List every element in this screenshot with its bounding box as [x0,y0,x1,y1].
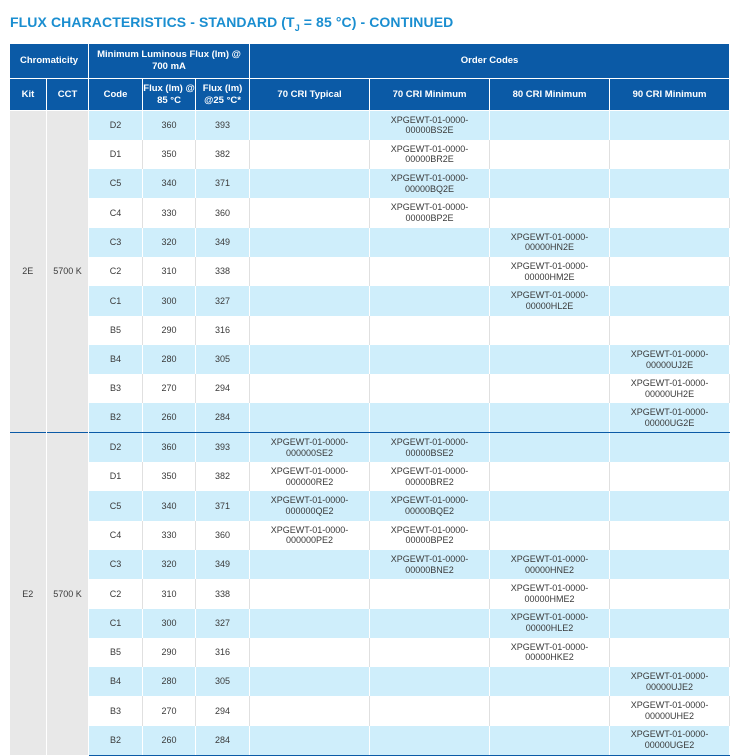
cri90-minimum-cell: XPGEWT-01-0000- 00000UH2E [610,374,730,403]
flux85-cell: 360 [143,433,196,462]
table-row [10,579,730,608]
code-cell: D2 [89,433,143,462]
cri90-minimum-cell [610,169,730,198]
flux25-cell: 338 [196,257,250,286]
flux85-cell: 290 [143,638,196,667]
flux85-cell: 360 [143,111,196,140]
cri70-minimum-cell: XPGEWT-01-0000- 00000BSE2 [370,433,490,462]
cri70-typical-cell [250,286,370,315]
table-row [10,345,730,374]
cri80-minimum-cell [490,521,610,550]
cri80-minimum-cell [490,198,610,227]
table-row [10,667,730,696]
cri70-minimum-cell: XPGEWT-01-0000- 00000BR2E [370,140,490,169]
cri90-minimum-cell: XPGEWT-01-0000- 00000UG2E [610,403,730,432]
cri70-typical-cell [250,198,370,227]
table-row [10,609,730,638]
table-row [10,198,730,227]
cri70-minimum-cell [370,579,490,608]
code-cell: C1 [89,286,143,315]
cri70-typical-cell [250,140,370,169]
cri80-minimum-cell: XPGEWT-01-0000- 00000HLE2 [490,609,610,638]
cri70-minimum-cell [370,257,490,286]
cri80-minimum-cell: XPGEWT-01-0000- 00000HME2 [490,579,610,608]
cri70-minimum-cell [370,638,490,667]
code-cell: B5 [89,638,143,667]
cct-header: CCT [47,79,89,111]
code-cell: C5 [89,491,143,520]
cri80-minimum-cell: XPGEWT-01-0000- 00000HM2E [490,257,610,286]
cri80-minimum-cell [490,403,610,432]
cri90-minimum-cell [610,198,730,227]
cri70-minimum-cell [370,374,490,403]
flux85-header: Flux (lm) @ 85 °C [143,79,196,111]
cri70-minimum-cell: XPGEWT-01-0000- 00000BQE2 [370,491,490,520]
cri70-minimum-cell [370,403,490,432]
cri70-minimum-cell [370,286,490,315]
cri90-minimum-header: 90 CRI Minimum [610,79,730,111]
flux85-cell: 300 [143,609,196,638]
flux25-cell: 284 [196,726,250,755]
flux25-cell: 338 [196,579,250,608]
flux-table [9,43,730,756]
cri70-typical-cell [250,111,370,140]
flux85-cell: 310 [143,579,196,608]
flux25-cell: 349 [196,550,250,579]
cri90-minimum-cell [610,550,730,579]
cct-cell: 5700 K [47,433,89,755]
cri90-minimum-cell: XPGEWT-01-0000- 00000UJ2E [610,345,730,374]
flux85-cell: 330 [143,521,196,550]
flux25-header: Flux (lm) @25 °C* [196,79,250,111]
flux25-cell: 382 [196,462,250,491]
flux25-cell: 360 [196,521,250,550]
flux85-cell: 280 [143,345,196,374]
flux25-cell: 305 [196,345,250,374]
code-cell: C1 [89,609,143,638]
cri80-minimum-cell [490,433,610,462]
table-row [10,550,730,579]
cri70-minimum-cell: XPGEWT-01-0000- 00000BS2E [370,111,490,140]
cri90-minimum-cell [610,286,730,315]
code-cell: C2 [89,579,143,608]
cri90-minimum-cell [610,316,730,345]
page-title: FLUX CHARACTERISTICS - STANDARD ($T_J = 85$ °C) - CONTINUED [10,14,454,33]
cri90-minimum-cell [610,609,730,638]
cri70-typical-cell [250,345,370,374]
code-cell: B4 [89,667,143,696]
table-row [10,403,730,432]
cri90-minimum-cell [610,638,730,667]
flux85-cell: 320 [143,228,196,257]
flux25-cell: 382 [196,140,250,169]
cri70-minimum-cell [370,228,490,257]
cri90-minimum-cell [610,579,730,608]
cri80-minimum-cell [490,667,610,696]
code-cell: B3 [89,696,143,725]
table-row [10,462,730,491]
cri90-minimum-cell [610,491,730,520]
code-cell: D2 [89,111,143,140]
code-cell: C4 [89,521,143,550]
table-row [10,726,730,755]
flux25-cell: 327 [196,286,250,315]
table-row [10,140,730,169]
cri80-minimum-cell: XPGEWT-01-0000- 00000HKE2 [490,638,610,667]
code-cell: B2 [89,726,143,755]
kit-cell: 2E [10,111,47,433]
cri70-typical-cell: XPGEWT-01-0000- 000000QE2 [250,491,370,520]
cri70-typical-cell [250,228,370,257]
table-row [10,638,730,667]
code-cell: C3 [89,550,143,579]
code-cell: C5 [89,169,143,198]
cri70-typical-cell [250,638,370,667]
cri70-minimum-cell [370,609,490,638]
flux25-cell: 349 [196,228,250,257]
code-cell: B2 [89,403,143,432]
cri70-minimum-cell: XPGEWT-01-0000- 00000BQ2E [370,169,490,198]
flux25-cell: 305 [196,667,250,696]
code-cell: D1 [89,462,143,491]
flux25-cell: 316 [196,638,250,667]
flux25-cell: 327 [196,609,250,638]
flux85-cell: 290 [143,316,196,345]
table-row [10,374,730,403]
table-row [10,257,730,286]
code-cell: C3 [89,228,143,257]
cri70-typical-cell: XPGEWT-01-0000- 000000PE2 [250,521,370,550]
cct-cell: 5700 K [47,111,89,433]
cri90-minimum-cell [610,521,730,550]
cri70-typical-cell [250,374,370,403]
cri70-typical-cell [250,696,370,725]
flux85-cell: 350 [143,140,196,169]
code-cell: B4 [89,345,143,374]
cri70-minimum-cell [370,316,490,345]
table-row [10,491,730,520]
flux85-cell: 320 [143,550,196,579]
cri70-typical-cell [250,667,370,696]
cri80-minimum-cell [490,696,610,725]
cri70-typical-cell [250,550,370,579]
table-row [10,169,730,198]
table-row [10,433,730,462]
cri70-minimum-cell [370,667,490,696]
flux25-cell: 294 [196,696,250,725]
kit-header: Kit [10,79,47,111]
cri80-minimum-cell [490,491,610,520]
cri90-minimum-cell: XPGEWT-01-0000- 00000UJE2 [610,667,730,696]
flux25-cell: 284 [196,403,250,432]
cri80-minimum-cell [490,111,610,140]
code-cell: C2 [89,257,143,286]
min-flux-header: Minimum Luminous Flux (lm) @ 700 mA [89,44,250,79]
cri70-minimum-cell: XPGEWT-01-0000- 00000BP2E [370,198,490,227]
group-2e [10,111,730,433]
cri90-minimum-cell [610,111,730,140]
cri80-minimum-cell [490,316,610,345]
cri70-minimum-header: 70 CRI Minimum [370,79,490,111]
flux25-cell: 393 [196,433,250,462]
code-cell: B5 [89,316,143,345]
flux85-cell: 300 [143,286,196,315]
cri70-typical-cell [250,609,370,638]
cri90-minimum-cell [610,140,730,169]
cri80-minimum-cell [490,726,610,755]
flux25-cell: 360 [196,198,250,227]
cri80-minimum-cell [490,345,610,374]
flux85-cell: 260 [143,403,196,432]
cri80-minimum-cell [490,169,610,198]
cri90-minimum-cell [610,228,730,257]
cri70-typical-cell [250,169,370,198]
cri80-minimum-header: 80 CRI Minimum [490,79,610,111]
cri70-minimum-cell [370,696,490,725]
code-header: Code [89,79,143,111]
flux85-cell: 340 [143,169,196,198]
cri80-minimum-cell [490,462,610,491]
flux25-cell: 371 [196,169,250,198]
cri80-minimum-cell: XPGEWT-01-0000- 00000HL2E [490,286,610,315]
table-row [10,521,730,550]
cri90-minimum-cell [610,462,730,491]
cri90-minimum-cell [610,257,730,286]
cri70-typical-cell [250,403,370,432]
cri70-minimum-cell: XPGEWT-01-0000- 00000BNE2 [370,550,490,579]
cri70-typical-cell [250,316,370,345]
flux85-cell: 270 [143,374,196,403]
cri70-typical-cell: XPGEWT-01-0000- 000000SE2 [250,433,370,462]
cri80-minimum-cell [490,140,610,169]
table-row [10,111,730,140]
chromaticity-header: Chromaticity [10,44,89,79]
order-codes-header: Order Codes [250,44,730,79]
cri90-minimum-cell: XPGEWT-01-0000- 00000UGE2 [610,726,730,755]
cri70-minimum-cell: XPGEWT-01-0000- 00000BRE2 [370,462,490,491]
flux85-cell: 270 [143,696,196,725]
code-cell: D1 [89,140,143,169]
cri70-minimum-cell [370,345,490,374]
flux85-cell: 310 [143,257,196,286]
code-cell: B3 [89,374,143,403]
flux85-cell: 330 [143,198,196,227]
cri70-typical-header: 70 CRI Typical [250,79,370,111]
cri70-typical-cell [250,579,370,608]
kit-cell: E2 [10,433,47,755]
cri80-minimum-cell: XPGEWT-01-0000- 00000HN2E [490,228,610,257]
cri90-minimum-cell [610,433,730,462]
table-row [10,286,730,315]
flux25-cell: 371 [196,491,250,520]
table-row [10,228,730,257]
group-e2 [10,433,730,755]
flux25-cell: 316 [196,316,250,345]
cri70-minimum-cell: XPGEWT-01-0000- 00000BPE2 [370,521,490,550]
flux25-cell: 393 [196,111,250,140]
table-row [10,316,730,345]
cri70-typical-cell [250,257,370,286]
flux85-cell: 340 [143,491,196,520]
cri80-minimum-cell [490,374,610,403]
cri70-minimum-cell [370,726,490,755]
flux85-cell: 350 [143,462,196,491]
flux85-cell: 260 [143,726,196,755]
table-row [10,696,730,725]
cri80-minimum-cell: XPGEWT-01-0000- 00000HNE2 [490,550,610,579]
cri70-typical-cell [250,726,370,755]
cri90-minimum-cell: XPGEWT-01-0000- 00000UHE2 [610,696,730,725]
code-cell: C4 [89,198,143,227]
cri70-typical-cell: XPGEWT-01-0000- 000000RE2 [250,462,370,491]
flux25-cell: 294 [196,374,250,403]
flux85-cell: 280 [143,667,196,696]
